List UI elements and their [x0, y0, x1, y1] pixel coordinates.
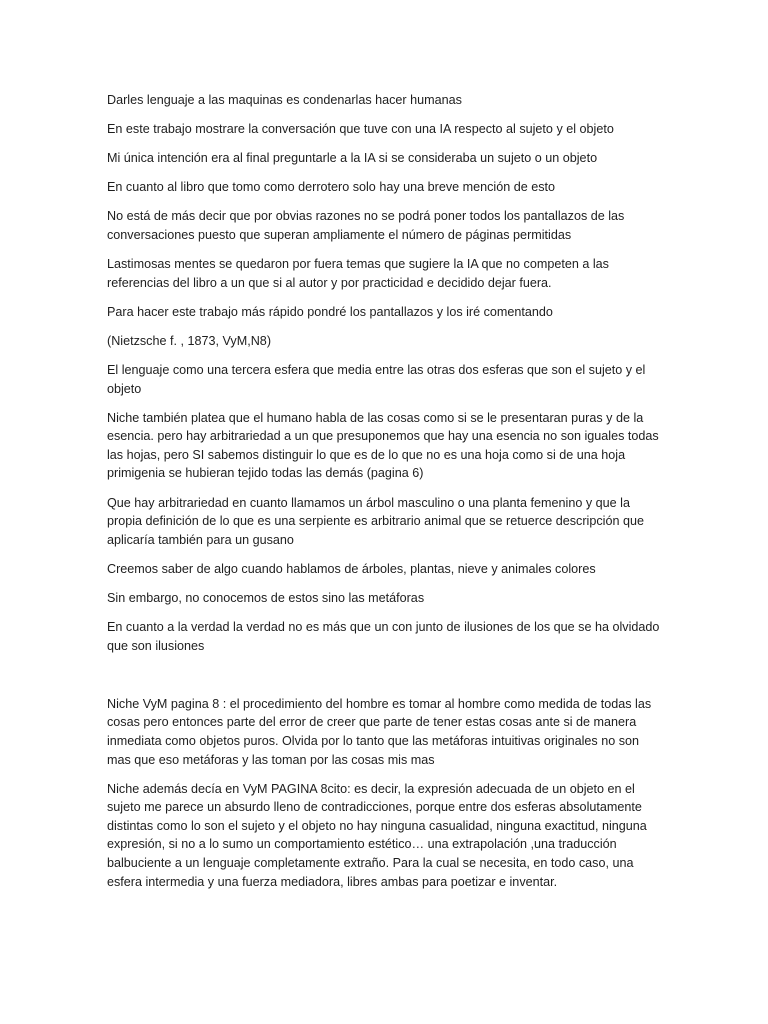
paragraph: Niche también platea que el humano habla de las cosas como si se le presentaran puras y de la esencia. pero hay arbitrariedad a un que presuponemos que hay una esencia no son iguales todas las hojas, pero SI sabemos distinguir lo que es de lo que no es una hoja como si de una hoja primigenia se hubieran tejido todas las demás (pagina 6)	[107, 410, 659, 481]
paragraph: En cuanto al libro que tomo como derrotero solo hay una breve mención de esto	[107, 180, 556, 195]
paragraph: Creemos saber de algo cuando hablamos de árboles, plantas, nieve y animales colores	[107, 561, 596, 576]
paragraph: En este trabajo mostrare la conversación que tuve con una IA respecto al sujeto y el objeto	[107, 122, 614, 137]
paragraph: En cuanto a la verdad la verdad no es más que un con junto de ilusiones de los que se ha olvidado que son ilusiones	[107, 619, 660, 653]
paragraph: Niche además decía en VyM PAGINA 8cito: es decir, la expresión adecuada de un objeto en el sujeto me parece un absurdo lleno de contradicciones, porque entre dos esferas absolutamente distintas como lo son el sujeto y el objeto no hay ninguna casualidad, ninguna exactitud, ninguna expresión, si no a lo sumo un comportamiento estético… una extrapolación ,una traducción balbuciente a un lenguaje completamente extraño. Para la cual se necesita, en todo caso, una esfera intermedia y una fuerza mediadora, libres ambas para poetizar e inventar.	[107, 781, 647, 889]
paragraph: Niche VyM pagina 8 : el procedimiento del hombre es tomar al hombre como medida de todas las cosas pero entonces parte del error de creer que parte de tener estas cosas ante si de manera inmediata como objetos puros. Olvida por lo tanto que las metáforas intuitivas originales no son mas que eso metáforas y las toman por las cosas mis mas	[107, 696, 652, 767]
paragraph: Mi única intención era al final preguntarle a la IA si se consideraba un sujeto o un objeto	[107, 151, 598, 166]
empty-line	[107, 666, 662, 685]
paragraph: Para hacer este trabajo más rápido pondré los pantallazos y los iré comentando	[107, 304, 553, 319]
paragraph: El lenguaje como una tercera esfera que media entre las otras dos esferas que son el sujeto y el objeto	[107, 362, 646, 396]
paragraph-title: Darles lenguaje a las maquinas es condenarlas hacer humanas	[107, 93, 462, 107]
paragraph: Que hay arbitrariedad en cuanto llamamos un árbol masculino o una planta femenino y que la propia definición de lo que es una serpiente es arbitrario animal que se retuerce descripción que aplicaría también para un gusano	[107, 495, 644, 547]
document-body	[107, 91, 662, 902]
paragraph: Sin embargo, no conocemos de estos sino las metáforas	[107, 590, 425, 605]
citation: (Nietzsche f. , 1873, VyM,N8)	[107, 333, 272, 348]
paragraph: Lastimosas mentes se quedaron por fuera temas que sugiere la IA que no competen a las referencias del libro a un que si al autor y por practicidad e decidido dejar fuera.	[107, 257, 609, 290]
paragraph: No está de más decir que por obvias razones no se podrá poner todos los pantallazos de las conversaciones puesto que superan ampliamente el número de páginas permitidas	[107, 209, 625, 242]
